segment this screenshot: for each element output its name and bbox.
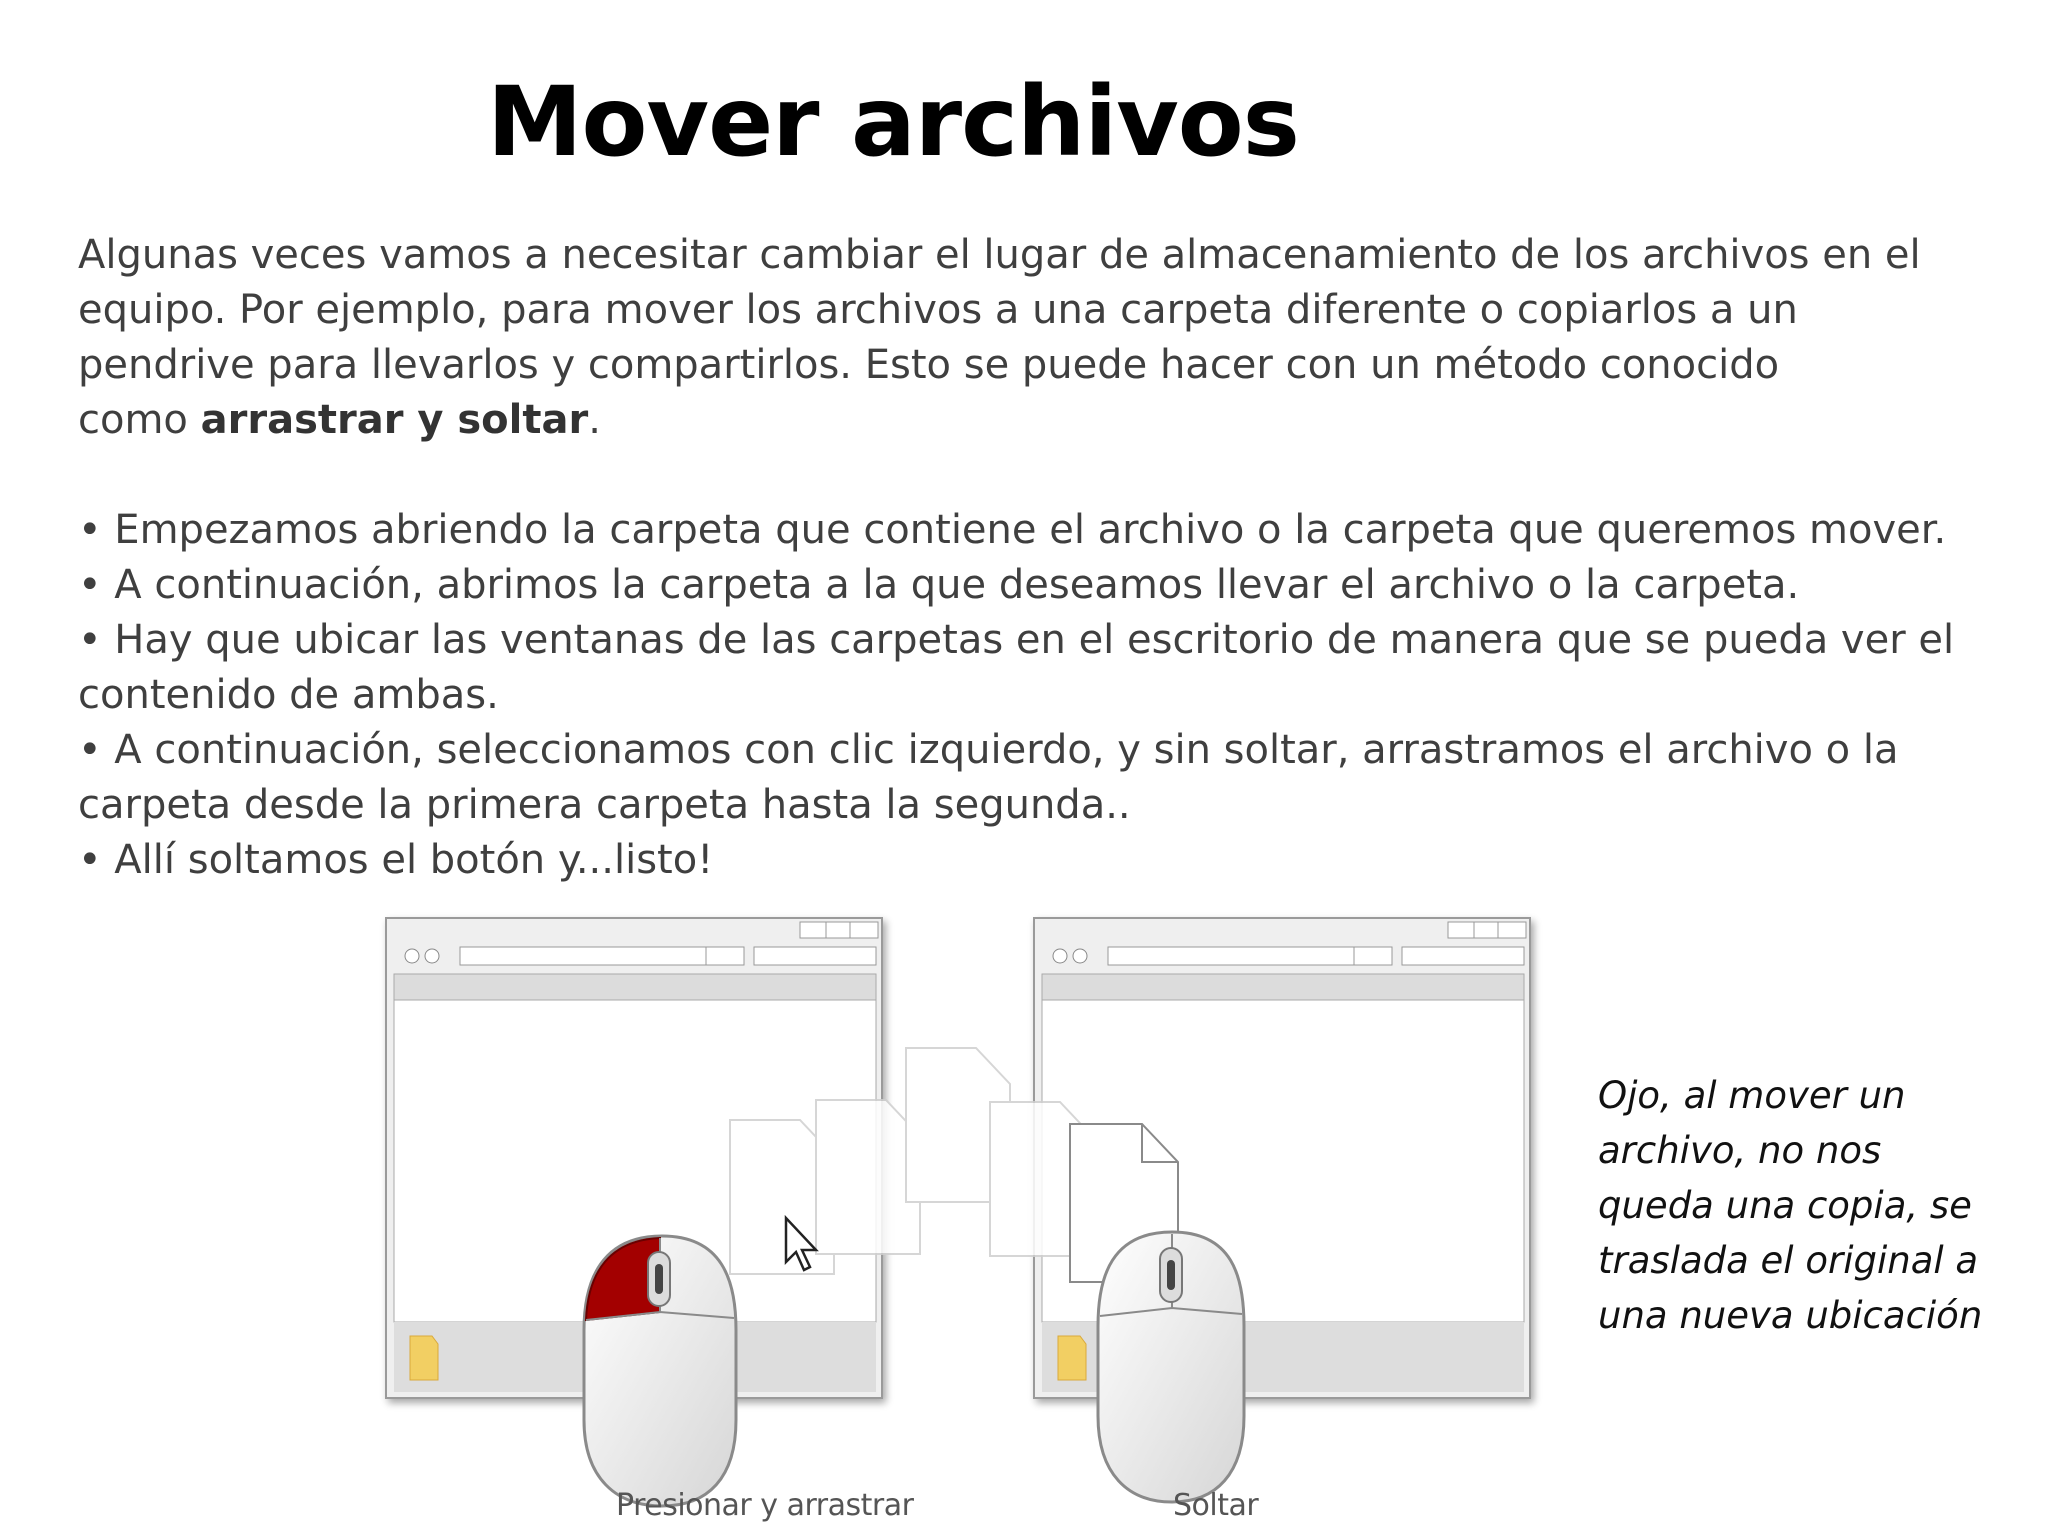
intro-suffix: . (588, 397, 601, 443)
intro-line: Algunas veces vamos a necesitar cambiar el lugar de almacenamiento de los archivos en el (78, 232, 1921, 278)
mouse-released-icon (1098, 1232, 1244, 1502)
close-icon (850, 922, 878, 938)
step-item: • Empezamos abriendo la carpeta que contiene el archivo o la carpeta que queremos mover. (78, 507, 1947, 553)
folder-icon (410, 1336, 438, 1380)
page-title: Mover archivos (487, 66, 1299, 178)
intro-line: pendrive para llevarlos y compartirlos. Esto se puede hacer con un método conocido (78, 342, 1780, 388)
warning-note (1598, 1068, 2018, 1343)
intro-line (78, 393, 1998, 448)
minimize-icon (800, 922, 826, 938)
drag-drop-diagram (370, 900, 1560, 1536)
drag-and-drop-illustration (370, 900, 1560, 1536)
mouse-pressed-icon (584, 1236, 736, 1506)
step-item: • A continuación, abrimos la carpeta a la que deseamos llevar el archivo o la carpeta. (78, 562, 1800, 608)
step-item-continuation: carpeta desde la primera carpeta hasta la segunda.. (78, 782, 1131, 828)
note-line: archivo, no nos (1598, 1129, 1882, 1172)
back-icon (405, 949, 419, 963)
body-text (78, 228, 1998, 888)
forward-icon (425, 949, 439, 963)
paragraph-spacer (78, 448, 1998, 503)
intro-line: equipo. Por ejemplo, para mover los archivos a una carpeta diferente o copiarlos a un (78, 287, 1798, 333)
caption-release: Soltar (1173, 1488, 1259, 1523)
step-item: • A continuación, seleccionamos con clic izquierdo, y sin soltar, arrastramos el archivo o la (78, 727, 1899, 773)
step-item: • Hay que ubicar las ventanas de las carpetas en el escritorio de manera que se pueda ver el (78, 617, 1955, 663)
drag-and-drop-term: arrastrar y soltar (200, 397, 589, 443)
note-line: queda una copia, se (1598, 1184, 1972, 1227)
caption-press-drag: Presionar y arrastrar (616, 1488, 914, 1523)
step-item-continuation: contenido de ambas. (78, 672, 499, 718)
note-line: una nueva ubicación (1598, 1294, 1983, 1337)
note-line: Ojo, al mover un (1598, 1074, 1906, 1117)
note-line: traslada el original a (1598, 1239, 1979, 1282)
maximize-icon (826, 922, 850, 938)
intro-prefix: como (78, 397, 201, 443)
step-item: • Allí soltamos el botón y...listo! (78, 837, 714, 883)
